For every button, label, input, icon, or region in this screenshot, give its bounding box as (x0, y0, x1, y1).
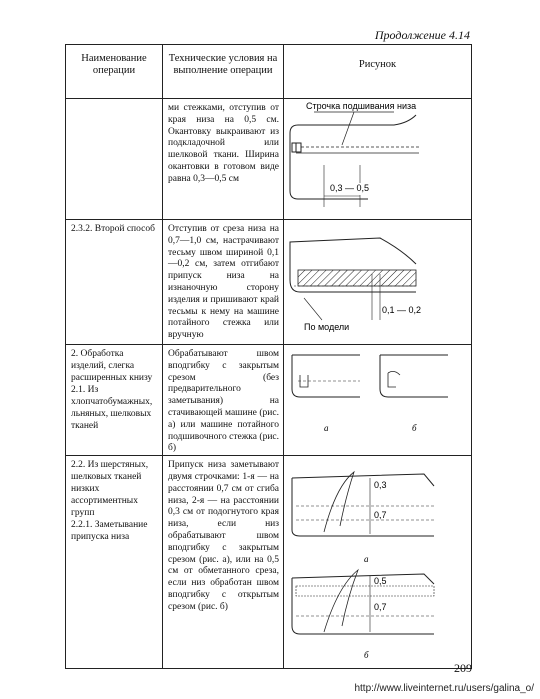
dim-05-label: 0,5 (374, 576, 387, 587)
continuation-label: Продолжение 4.14 (374, 28, 470, 42)
dim-03-label: 0,3 (374, 480, 387, 491)
fig-a-label: а (364, 554, 369, 565)
dim-label: 0,1 — 0,2 (382, 305, 422, 315)
row2-name-cell: 2.3.2. Второй способ (66, 220, 163, 345)
table-row (66, 220, 472, 345)
row3-tech-cell: Обрабатывают швом вподгибку с закрытым срезом (без предварительного заметывания) на стачивающей машине (рис. а) или машине потайного подшивочного стежка (рис. б) (163, 345, 284, 456)
row1-tech-cell: ми стежками, отступив от края низа на 0,5 см. Окантовку выкраивают из подкладочной или шелковой ткани. Ширина окантовки в готовом виде равна 0,3—0,5 см (163, 99, 284, 220)
fig-a-label: а (324, 423, 329, 433)
row4-pic-cell (284, 456, 472, 669)
row2-tech-cell: Отступив от среза низа на 0,7—1,0 см, настрачивают тесьму швом шириной 0,1—0,2 см, затем отгибают припуск низа на изнаночную сторону изделия и пришивают край тесьмы к нему на машине потайного стежка или вручную (163, 220, 284, 345)
hem-variants-figure (284, 345, 471, 441)
row3-pic-cell (284, 345, 472, 456)
fig-b-label: б (364, 650, 369, 661)
source-url: http://www.liveinternet.ru/users/galina_o/ (354, 683, 534, 694)
dim-07b-label: 0,7 (374, 602, 387, 613)
hem-binding-figure (284, 99, 471, 219)
table-row (66, 456, 472, 669)
table-header-row (66, 45, 472, 99)
row2-pic-cell (284, 220, 472, 345)
row1-pic-cell (284, 99, 472, 220)
row3-name-cell: 2. Обработка изделий, слегка расширенных книзу 2.1. Из хлопчатобумажных, льняных, шелковых тканей (66, 345, 163, 456)
row1-name-cell (66, 99, 163, 220)
tape-hem-figure (284, 220, 471, 344)
caption-label: Строчка подшивания низа (306, 101, 417, 111)
table-row (66, 345, 472, 456)
operations-table (65, 44, 472, 669)
fig-b-label: б (412, 423, 417, 433)
table-row (66, 99, 472, 220)
row4-tech-cell: Припуск низа заметывают двумя строчками: 1-я — на расстоянии 0,7 см от сгиба низа, 2-я — на расстоянии 0,3 см от подогнутого края низа, если низ обрабатывают швом вподгибку с закрытым срезом (рис. а), или на 0,5 см от обметанного среза, если низ обработан швом вподгибку с открытым срезом (рис. б) (163, 456, 284, 669)
dim-label: 0,3 — 0,5 (330, 183, 370, 193)
header-pic: Рисунок (284, 45, 472, 99)
row4-name-cell: 2.2. Из шерстяных, шелковых тканей низких ассортиментных групп 2.2.1. Заметывание припуска низа (66, 456, 163, 669)
basting-figure (284, 456, 471, 668)
header-name: Наименование операции (66, 45, 163, 99)
dim-07-label: 0,7 (374, 510, 387, 521)
model-label: По модели (304, 322, 350, 332)
header-tech: Технические условия на выполнение операции (163, 45, 284, 99)
page-number: 209 (454, 661, 472, 675)
